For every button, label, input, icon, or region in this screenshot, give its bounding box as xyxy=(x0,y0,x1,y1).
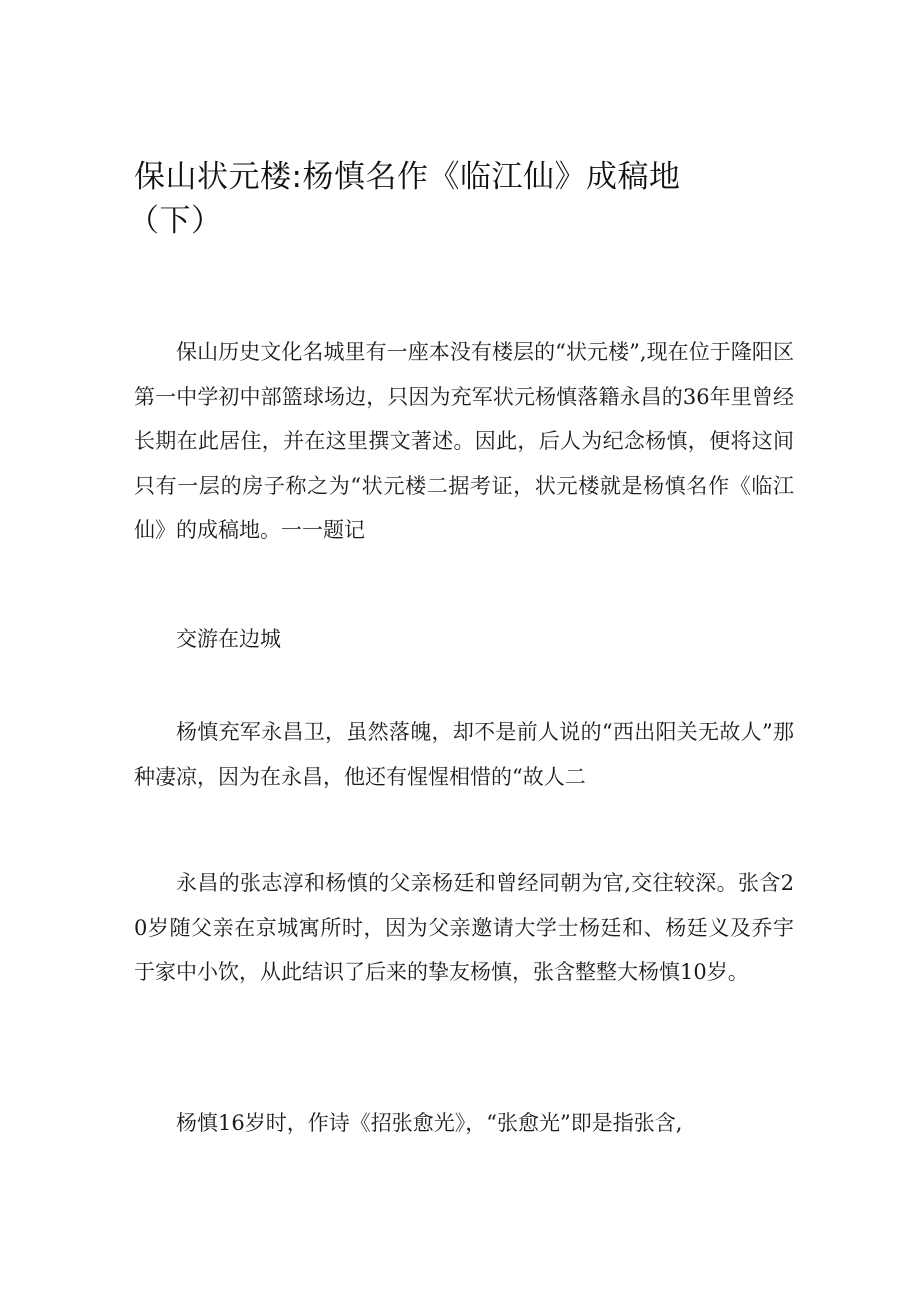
article-title-line2: （下） xyxy=(128,203,223,239)
body-paragraph-2: 杨慎充军永昌卫，虽然落魄，却不是前人说的“西出阳关无故人”那种凄凉，因为在永昌，他还有惺惺相惜的“故人二 xyxy=(134,720,794,789)
body-paragraph-3: 永昌的张志淳和杨慎的父亲杨廷和曾经同朝为官,交往较深。张含20岁随父亲在京城寓所时，因为父亲邀请大学士杨廷和、杨廷义及乔宇于家中小饮，从此结识了后来的挚友杨慎，张含整整大杨慎10岁。 xyxy=(134,871,794,984)
article-title xyxy=(128,155,774,243)
article-title-line1: 保山状元楼:杨慎名作《临江仙》成稿地 xyxy=(134,159,681,195)
body-paragraph-4: 杨慎16岁时，作诗《招张愈光》，“张愈光”即是指张含, xyxy=(176,1111,683,1135)
intro-paragraph: 保山历史文化名城里有一座本没有楼层的“状元楼”,现在位于隆阳区第一中学初中部篮球场边，只因为充军状元杨慎落籍永昌的36年里曾经长期在此居住，并在这里撰文著述。因此，后人为纪念杨慎，便将这间只有一层的房子称之为“状元楼二据考证，状元楼就是杨慎名作《临江仙》的成稿地。一一题记 xyxy=(134,340,794,542)
section-heading: 交游在边城 xyxy=(176,627,281,651)
